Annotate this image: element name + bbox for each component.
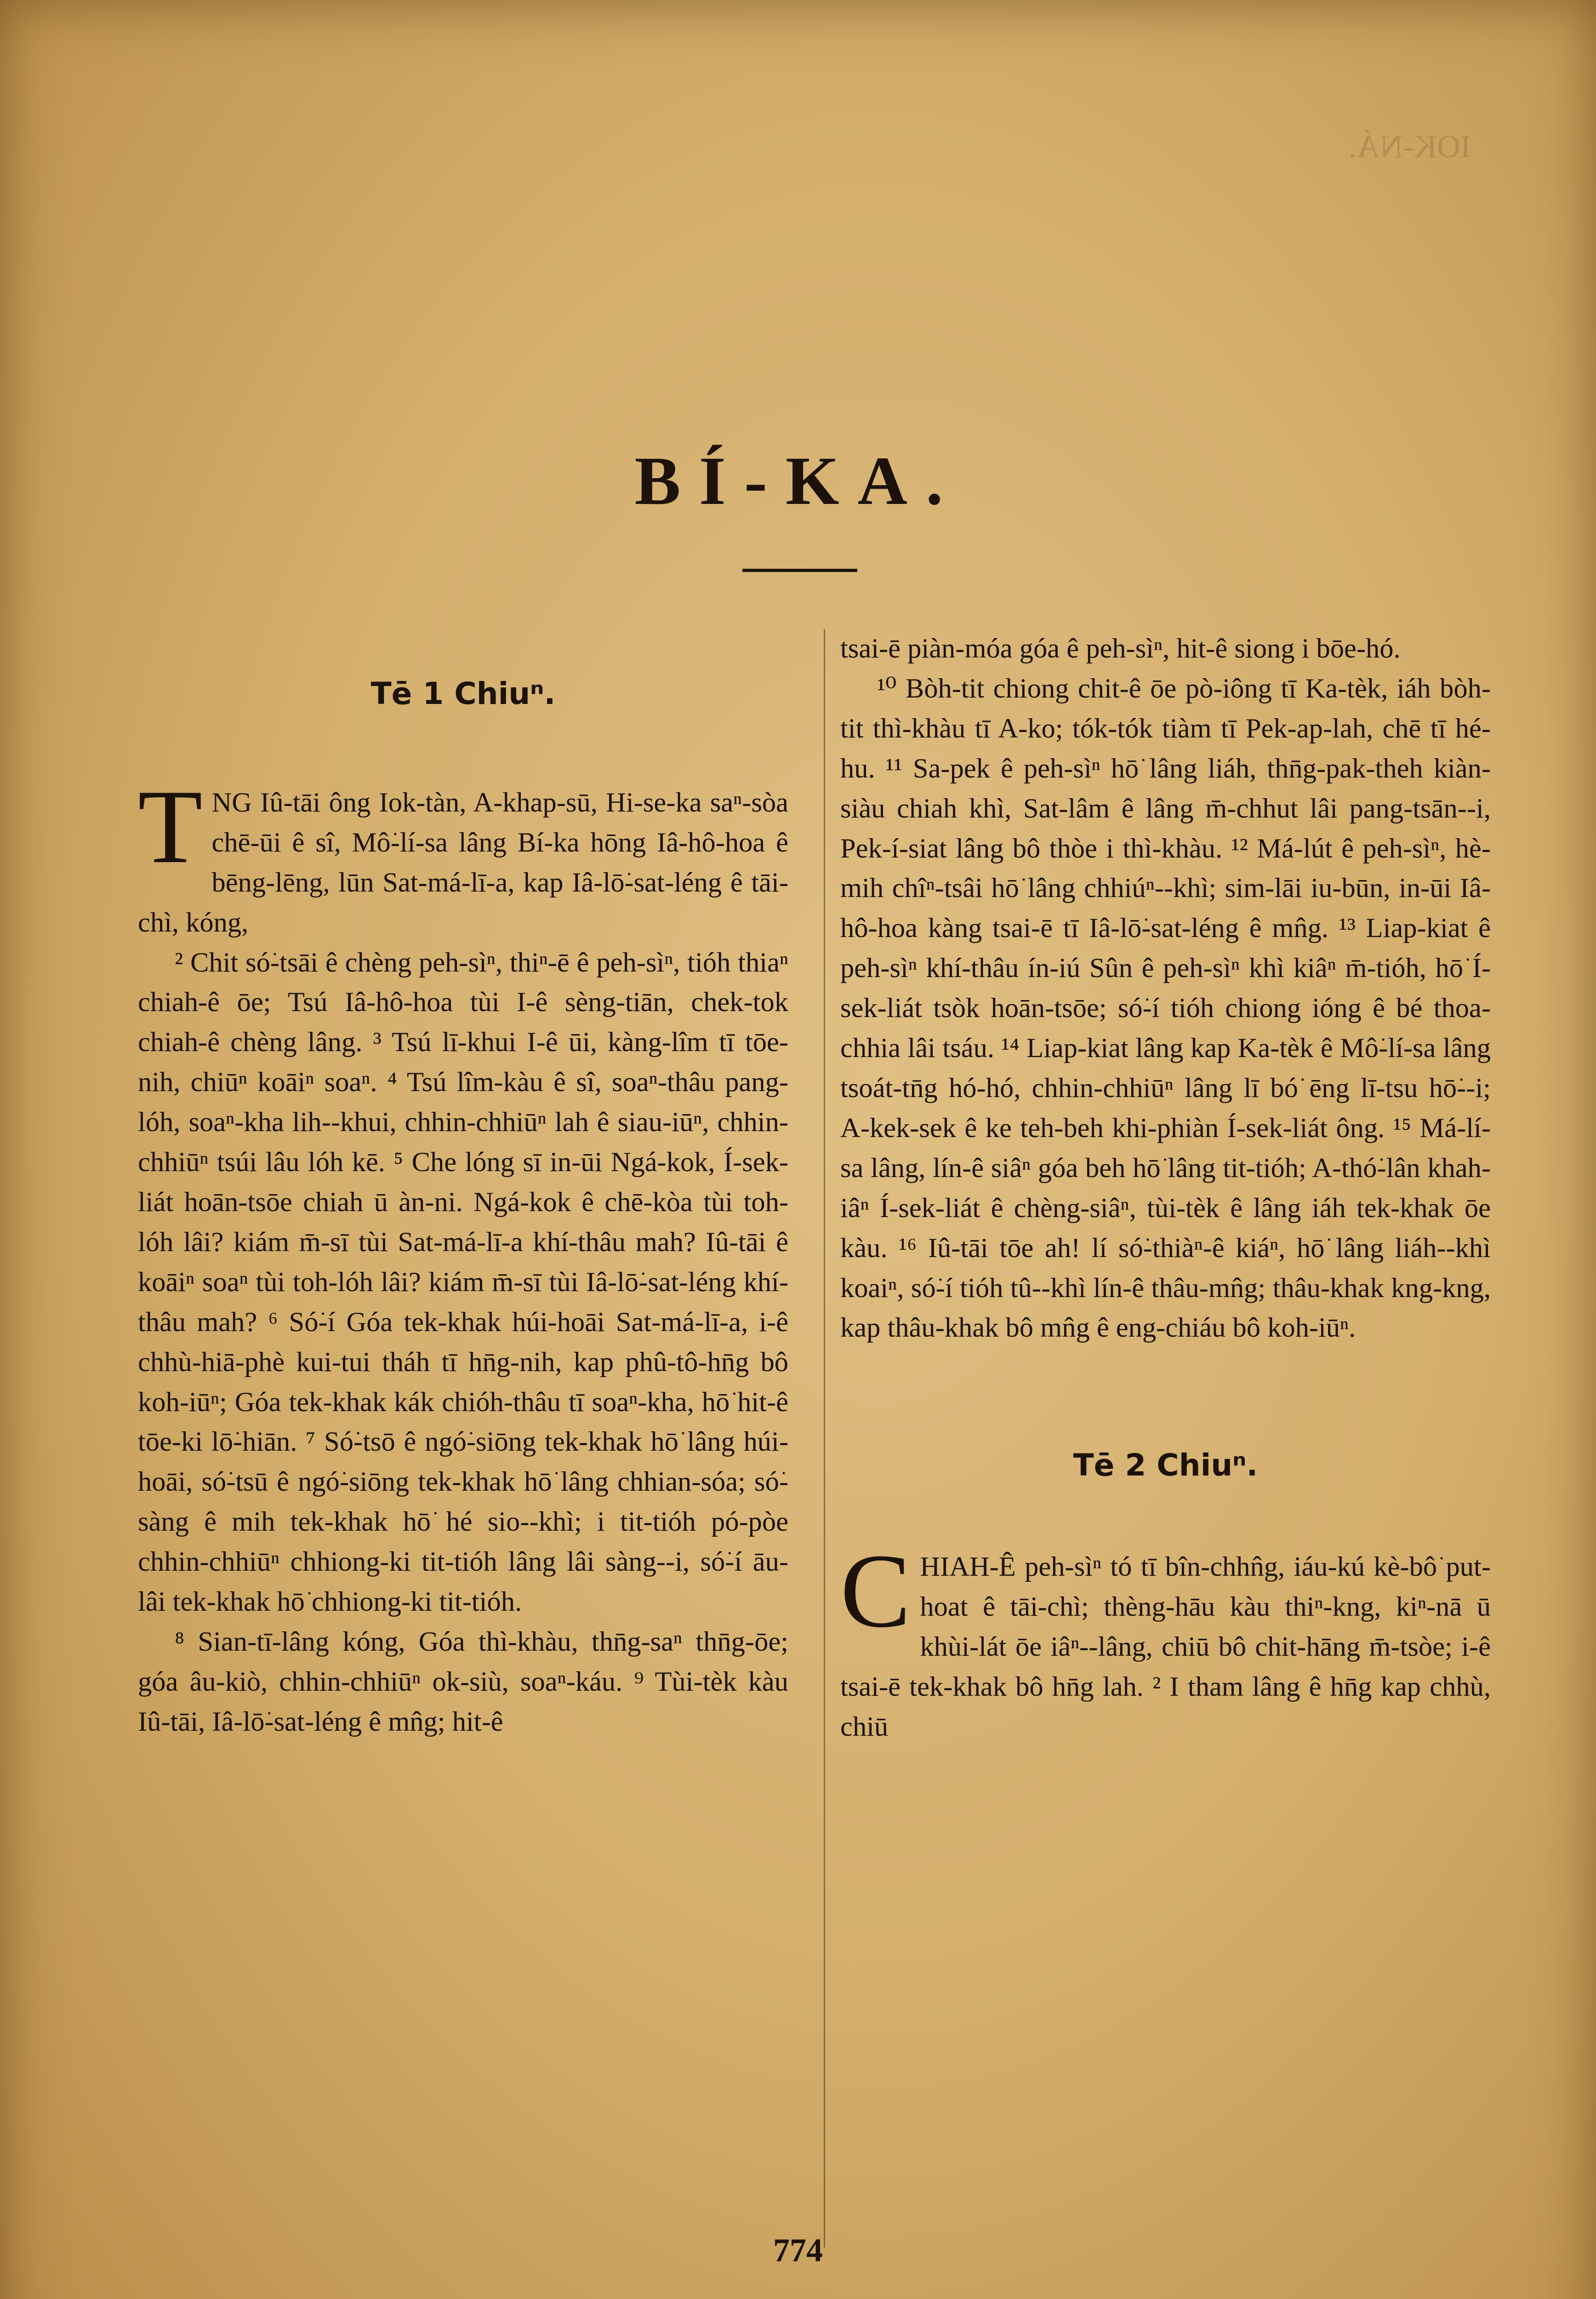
- title-rule: [742, 569, 857, 572]
- column-divider: [824, 629, 825, 2248]
- bleed-through-header: [138, 129, 1471, 166]
- chapter-1-paragraph-2: ² Chit só͘-tsāi ê chèng peh-sìⁿ, thiⁿ-ē ê peh-sìⁿ, tióh thiaⁿ chiah-ê ōe; Tsú Iâ-hô-hoa tùi I-ê sèng-tiān, chek-tok chiah-ê chèng lâng. ³ Tsú lī-khui I-ê ūi, kàng-lîm tī tōe-nih, chiūⁿ koāiⁿ soaⁿ. ⁴ Tsú lîm-kàu ê sî, soaⁿ-thâu pang-lóh, soaⁿ-kha lih--khui, chhin-chhiūⁿ lah ê siau-iūⁿ, chhin-chhiūⁿ tsúi lâu lóh kē. ⁵ Che lóng sī in-ūi Ngá-kok, Í-sek-liát hoān-tsōe chiah ū àn-ni. Ngá-kok ê chē-kòa tùi toh-lóh lâi? kiám m̄-sī tùi Sat-má-lī-a khí-thâu mah? Iû-tāi ê koāiⁿ soaⁿ tùi toh-lóh lâi? kiám m̄-sī tùi Iâ-lō͘-sat-léng khí-thâu mah? ⁶ Só͘-í Góa tek-khak húi-hoāi Sat-má-lī-a, i-ê chhù-hiā-phè kui-tui tháh tī hn̄g-nih, kap phû-tô-hn̄g bô koh-iūⁿ; Góa tek-khak kák chióh-thâu tī soaⁿ-kha, hō͘ hit-ê tōe-ki lō͘-hiān. ⁷ Só͘-tsō ê ngó͘-siōng tek-khak hō͘ lâng húi-hoāi, só͘-tsū ê ngó͘-siōng tek-khak hō͘ lâng chhian-sóa; só͘-sàng ê mih tek-khak hō͘ hé sio--khì; i tit-tióh pó-pòe chhin-chhiūⁿ chhiong-ki tit-tióh lâng lâi sàng--i, só͘-í āu-lâi tek-khak hō͘ chhiong-ki tit-tióh.: [138, 947, 788, 1618]
- left-column: [138, 674, 788, 1742]
- chapter-1-heading: Tē 1 Chiuⁿ.: [370, 676, 556, 711]
- book-title: BÍ-KA.: [634, 443, 962, 519]
- ghost-text: IOK-NÁ.: [1348, 129, 1471, 165]
- chapter-1-paragraph-3: ⁸ Sian-tī-lâng kóng, Góa thì-khàu, thn̄g-saⁿ thn̄g-ōe; góa âu-kiò, chhin-chhiūⁿ ok-siù, soaⁿ-káu. ⁹ Tùi-tèk kàu Iû-tāi, Iâ-lō͘-sat-léng ê mn̂g; hit-ê: [138, 1626, 788, 1737]
- chapter-2-heading: Tē 2 Chiuⁿ.: [1073, 1447, 1258, 1483]
- chapter-1-verses-10-16: ¹⁰ Bòh-tit chiong chit-ê ōe pò-iông tī Ka-tèk, iáh bòh-tit thì-khàu tī A-ko; tók-tók tiàm tī Pek-ap-lah, chē tī hé-hu. ¹¹ Sa-pek ê peh-sìⁿ hō͘ lâng liáh, thn̄g-pak-theh kiàn-siàu chiah khì, Sat-lâm ê lâng m̄-chhut lâi pang-tsān--i, Pek-í-siat lâng bô thòe i thì-khàu. ¹² Má-lút ê peh-sìⁿ, hè-mih chîⁿ-tsâi hō͘ lâng chhiúⁿ--khì; sim-lāi iu-būn, in-ūi Iâ-hô-hoa kàng tsai-ē tī Iâ-lō͘-sat-léng ê mn̂g. ¹³ Liap-kiat ê peh-sìⁿ khí-thâu ín-iú Sûn ê peh-sìⁿ khì kiâⁿ m̄-tióh, hō͘ Í-sek-liát tsòk hoān-tsōe; só͘-í tióh chiong ióng ê bé thoa-chhia lâi tsáu. ¹⁴ Liap-kiat lâng kap Ka-tèk ê Mô͘-lí-sa lâng tsoát-tn̄g hó-hó, chhin-chhiūⁿ lâng lī bó͘ ēng lī-tsu hō͘--i; A-kek-sek ê ke teh-beh khi-phiàn Í-sek-liát ông. ¹⁵ Má-lí-sa lâng, lín-ê siâⁿ góa beh hō͘ lâng tit-tióh; A-thó͘-lân khah-iâⁿ Í-sek-liát ê chèng-siâⁿ, tùi-tèk ê lâng iáh tek-khak ōe kàu. ¹⁶ Iû-tāi tōe ah! lí só͘-thiàⁿ-ê kiáⁿ, hō͘ lâng liáh--khì koaiⁿ, só͘-í tióh tû--khì lín-ê thâu-mn̂g; thâu-khak kng-kng, kap thâu-khak bô mn̂g ê eng-chiáu bô koh-iūⁿ.: [840, 673, 1491, 1344]
- drop-cap-c: C: [840, 1532, 911, 1650]
- chapter-2-verse-1: HIAH-Ê peh-sìⁿ tó tī bîn-chhn̂g, iáu-kú kè-bô͘ put-hoat ê tāi-chì; thèng-hāu kàu thiⁿ-kng, kiⁿ-nā ū khùi-lát ōe iâⁿ--lâng, chiū bô chit-hāng m̄-tsòe; i-ê tsai-ē tek-khak bô hn̄g lah. ² I tham lâng ê hn̄g kap chhù, chiū: [840, 1551, 1491, 1742]
- chapter-1-paragraph-1: [138, 767, 788, 943]
- page-number: 774: [773, 2232, 823, 2269]
- drop-cap-t: T: [138, 767, 203, 885]
- chapter-1-verse-1: NG Iû-tāi ông Iok-tàn, A-khap-sū, Hi-se-ka saⁿ-sòa chē-ūi ê sî, Mô͘-lí-sa lâng Bí-ka hōng Iâ-hô-hoa ê bēng-lēng, lūn Sat-má-lī-a, kap Iâ-lō͘-sat-léng ê tāi-chì, kóng,: [138, 787, 788, 938]
- chapter-2-paragraph-1: [840, 1532, 1491, 1747]
- chapter-1-continued-text: tsai-ē piàn-móa góa ê peh-sìⁿ, hit-ê siong i bōe-hó.: [840, 633, 1401, 664]
- right-column: [840, 629, 1491, 1747]
